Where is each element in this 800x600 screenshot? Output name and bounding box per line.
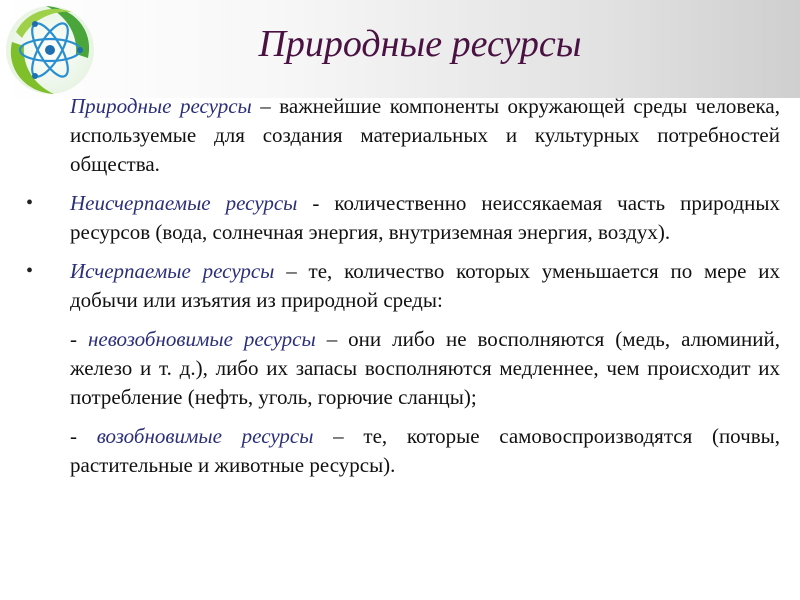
inexhaustible-text: - количественно неиссякаемая часть природных ресурсов (вода, солнечная энергия, внутриземная энергия, воздух).	[70, 191, 780, 244]
term-natural-resources: Природные ресурсы	[70, 94, 252, 118]
bullet-marker: •	[26, 192, 34, 214]
exhaustible-text: – те, количество которых уменьшается по мере их добычи или изъятия из природной среды:	[70, 259, 780, 312]
dash-prefix: -	[70, 424, 97, 448]
term-nonrenewable: невозобновимые ресурсы	[87, 327, 316, 351]
sub-nonrenewable	[20, 325, 780, 412]
renewable-text: – те, которые самовоспроизводятся (почвы, растительные и животные ресурсы).	[70, 424, 780, 477]
definition-text: – важнейшие компоненты окружающей среды человека, используемые для создания материальных и культурных потребностей общества.	[70, 94, 780, 176]
slide-content	[20, 92, 780, 490]
dash-prefix: -	[70, 327, 88, 351]
term-inexhaustible: Неисчерпаемые ресурсы	[70, 191, 298, 215]
sub-renewable	[20, 422, 780, 480]
term-exhaustible: Исчерпаемые ресурсы	[70, 259, 275, 283]
slide-title: Природные ресурсы	[258, 23, 582, 65]
atom-leaf-icon	[2, 2, 98, 98]
term-renewable: возобновимые ресурсы	[96, 424, 314, 448]
definition-paragraph	[20, 92, 780, 179]
bullet-inexhaustible	[20, 189, 780, 247]
nonrenewable-text: – они либо не восполняются (медь, алюминий, железо и т. д.), либо их запасы восполняются медленнее, чем происходит их потребление (нефть, уголь, горючие сланцы);	[70, 327, 780, 409]
bullet-exhaustible	[20, 257, 780, 315]
bullet-marker: •	[26, 260, 34, 282]
